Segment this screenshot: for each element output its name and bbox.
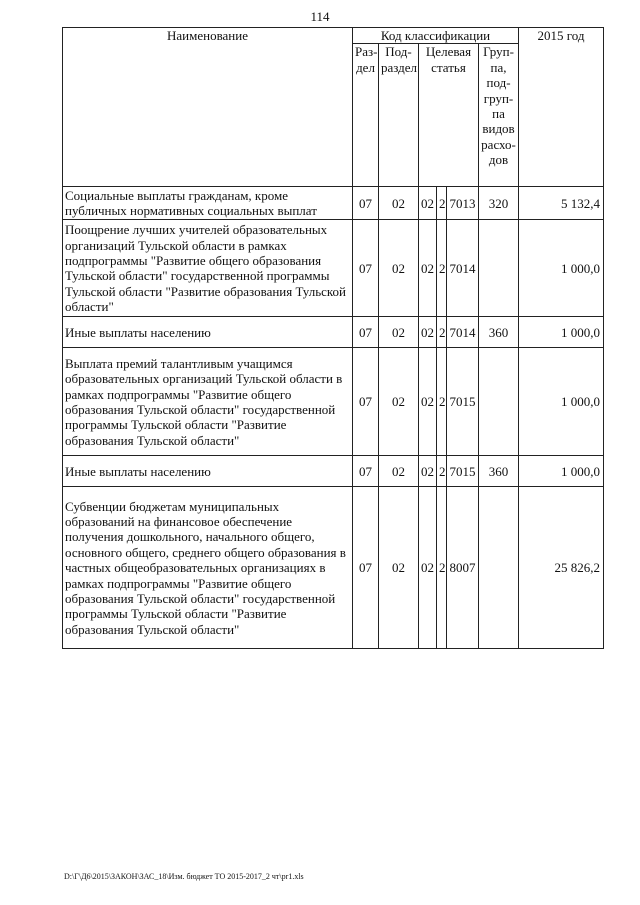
row-target-part3: 7013 — [447, 187, 479, 220]
row-expense-group — [479, 220, 519, 317]
row-target-part3: 7014 — [447, 317, 479, 348]
table-row — [63, 187, 604, 220]
row-target-part1: 02 — [419, 187, 437, 220]
row-name: Иные выплаты населению — [63, 317, 353, 348]
header-subsection: Под- раздел — [379, 44, 419, 187]
row-target-part1: 02 — [419, 348, 437, 456]
row-amount: 1 000,0 — [519, 317, 604, 348]
row-subsection: 02 — [379, 487, 419, 649]
row-subsection: 02 — [379, 456, 419, 487]
row-amount: 25 826,2 — [519, 487, 604, 649]
header-row-top — [63, 28, 604, 44]
row-amount: 1 000,0 — [519, 348, 604, 456]
header-name: Наименование — [63, 28, 353, 187]
row-expense-group — [479, 487, 519, 649]
row-section: 07 — [353, 456, 379, 487]
row-section: 07 — [353, 348, 379, 456]
row-expense-group: 360 — [479, 317, 519, 348]
row-name: Социальные выплаты гражданам, кроме публичных нормативных социальных выплат — [63, 187, 353, 220]
table-row — [63, 456, 604, 487]
row-subsection: 02 — [379, 317, 419, 348]
row-amount: 1 000,0 — [519, 456, 604, 487]
page-number: 114 — [310, 9, 330, 24]
table-row — [63, 317, 604, 348]
row-name: Иные выплаты населению — [63, 456, 353, 487]
header-classification: Код классификации — [353, 28, 519, 44]
row-target-part1: 02 — [419, 317, 437, 348]
row-name: Выплата премий талантливым учащимся образовательных организаций Тульской области в рамках подпрограммы "Развитие общего образования Тульской области" государственной программы Тульской области "Развитие образования Тульской области" — [63, 348, 353, 456]
header-target-article: Целевая статья — [419, 44, 479, 187]
row-target-part1: 02 — [419, 456, 437, 487]
file-path-footer: D:\Г\Д6\2015\ЗАКОН\ЗАС_18\Изм. бюджет ТО 2015-2017_2 чт\pr1.xls — [64, 872, 304, 881]
header-year: 2015 год — [519, 28, 604, 187]
row-expense-group: 360 — [479, 456, 519, 487]
row-expense-group: 320 — [479, 187, 519, 220]
row-name: Субвенции бюджетам муниципальных образований на финансовое обеспечение получения дошкольного, начального общего, основного общего, среднего общего образования в частных общеобразовательных организациях в рамках подпрограммы "Развитие общего образования Тульской области" государственной программы Тульской области "Развитие образования Тульской области" — [63, 487, 353, 649]
row-target-part1: 02 — [419, 220, 437, 317]
row-target-part2: 2 — [437, 187, 447, 220]
row-name: Поощрение лучших учителей образовательных организаций Тульской области в рамках подпрограммы "Развитие общего образования Тульской области" государственной программы Тульской области "Развитие образования Тульской области" — [63, 220, 353, 317]
row-amount: 5 132,4 — [519, 187, 604, 220]
row-subsection: 02 — [379, 187, 419, 220]
budget-table — [62, 27, 604, 649]
row-expense-group — [479, 348, 519, 456]
row-amount: 1 000,0 — [519, 220, 604, 317]
table-row — [63, 487, 604, 649]
row-target-part3: 7015 — [447, 348, 479, 456]
row-subsection: 02 — [379, 348, 419, 456]
table-row — [63, 348, 604, 456]
row-target-part3: 7015 — [447, 456, 479, 487]
row-target-part1: 02 — [419, 487, 437, 649]
table-row — [63, 220, 604, 317]
row-target-part3: 8007 — [447, 487, 479, 649]
row-section: 07 — [353, 487, 379, 649]
row-section: 07 — [353, 220, 379, 317]
row-section: 07 — [353, 187, 379, 220]
row-section: 07 — [353, 317, 379, 348]
row-target-part2: 2 — [437, 487, 447, 649]
row-target-part2: 2 — [437, 317, 447, 348]
header-expense-group: Груп- па, под- груп- па видов расхо- дов — [479, 44, 519, 187]
row-target-part2: 2 — [437, 348, 447, 456]
row-target-part2: 2 — [437, 220, 447, 317]
row-target-part3: 7014 — [447, 220, 479, 317]
row-subsection: 02 — [379, 220, 419, 317]
header-section: Раз- дел — [353, 44, 379, 187]
row-target-part2: 2 — [437, 456, 447, 487]
